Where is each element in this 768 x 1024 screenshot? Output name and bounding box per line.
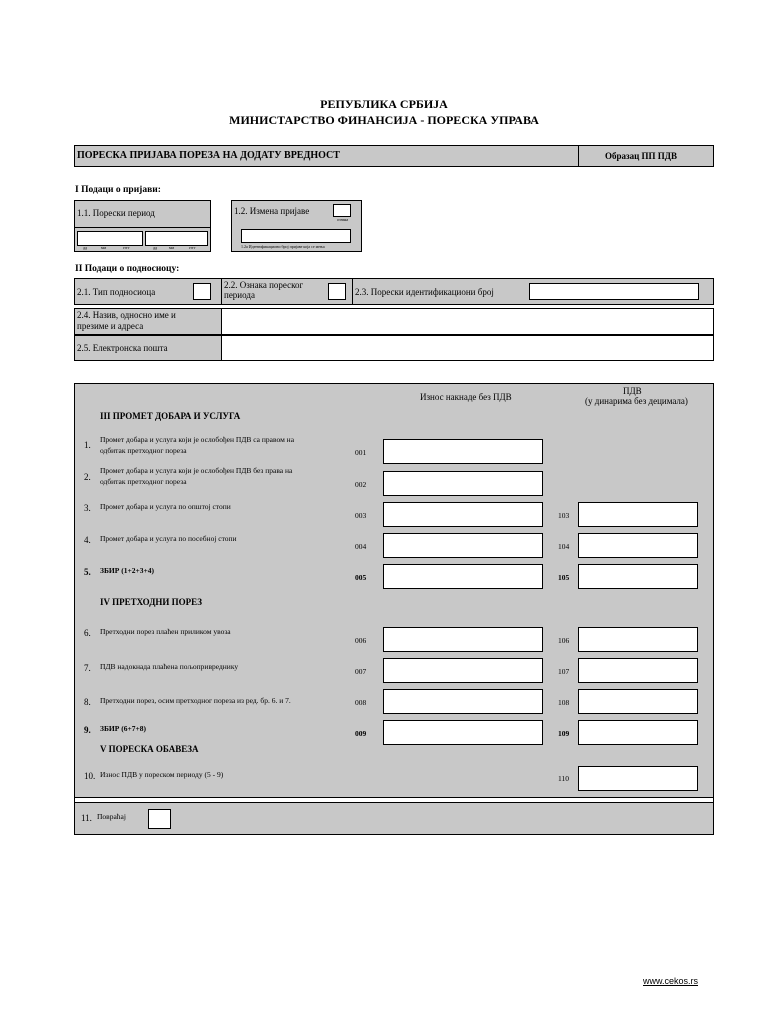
input-110[interactable] (578, 766, 698, 791)
input-007[interactable] (383, 658, 543, 683)
email-input[interactable] (221, 336, 713, 360)
amendment-label: 1.2. Измена пријаве (234, 206, 310, 216)
input-106[interactable] (578, 627, 698, 652)
input-006[interactable] (383, 627, 543, 652)
pib-label: 2.3. Порески идентификациони број (355, 287, 494, 297)
code-008: 008 (355, 698, 367, 707)
row3-text: Промет добара и услуга по општој стопи (100, 502, 231, 511)
code-109: 109 (558, 729, 570, 738)
code-105: 105 (558, 573, 570, 582)
name-address-row (74, 308, 714, 335)
code-001: 001 (355, 448, 367, 457)
table-divider (75, 797, 713, 803)
section1-heading: I Подаци о пријави: (75, 185, 161, 195)
code-009: 009 (355, 729, 367, 738)
input-001[interactable] (383, 439, 543, 464)
input-003[interactable] (383, 502, 543, 527)
row9-text: ЗБИР (6+7+8) (100, 724, 146, 733)
code-106: 106 (558, 636, 570, 645)
vat-table: Износ накнаде без ПДВ ПДВ (у динарима без децимала) III ПРОМЕТ ДОБАРА И УСЛУГА 1. Промет добара и услуга који је ослобођен ПДВ са правом на одбитак претходног пореза 001 2. Промет добара и услуга који је ослобођен ПДВ без права на одбитак претходног пореза 002 3. Промет добара и услуга по општој стопи 003 103 4. Промет добара и услуга по посебној стопи 004 104 5. ЗБИР (1+2+3+4) 005 105 IV ПРЕТХОДНИ ПОРЕЗ 6. Претходни порез плаћен приликом увоза 006 106 7. ПДВ надокнада плаћена пољопривреднику 007 107 8. Претходни порез, осим претходног пореза из ред. бр. 6. и 7. 008 108 9. ЗБИР (6+7+8) 009 109 V ПОРЕСКА ОБАВЕЗА 10. Износ ПДВ у пореском периоду (5 - 9) 110 11. Повраћај (74, 383, 714, 835)
col-amount-header: Износ накнаде без ПДВ (420, 392, 512, 402)
input-005[interactable] (383, 564, 543, 589)
code-103: 103 (558, 511, 570, 520)
input-107[interactable] (578, 658, 698, 683)
section5-heading: V ПОРЕСКА ОБАВЕЗА (100, 744, 199, 754)
section3-heading: III ПРОМЕТ ДОБАРА И УСЛУГА (100, 411, 241, 421)
tax-period-box: 1.1. Порески период дд мм гггг дд мм гггг (74, 200, 211, 252)
input-009[interactable] (383, 720, 543, 745)
input-105[interactable] (578, 564, 698, 589)
row2-text: Промет добара и услуга који је ослобођен ПДВ без права на (100, 466, 293, 475)
filer-type-label: 2.1. Тип подносиоца (77, 287, 156, 297)
name-address-label: 2.4. Назив, односно име и презиме и адреса (77, 310, 176, 331)
amendment-box: 1.2. Измена пријаве ознака 1.2а Идентификациони број пријаве која се мења (231, 200, 362, 252)
code-107: 107 (558, 667, 570, 676)
period-from-input[interactable] (77, 231, 143, 246)
row7-text: ПДВ надокнада плаћена пољопривреднику (100, 662, 239, 671)
row8-text: Претходни порез, осим претходног пореза из ред. бр. 6. и 7. (100, 696, 291, 705)
row6-text: Претходни порез плаћен приликом увоза (100, 627, 231, 636)
row4-text: Промет добара и услуга по посебној стопи (100, 534, 237, 543)
pib-input[interactable] (529, 283, 699, 300)
period-mark-label: 2.2. Ознака пореског периода (224, 280, 304, 300)
input-008[interactable] (383, 689, 543, 714)
email-row (74, 335, 714, 361)
footer-site-link[interactable]: www.cekos.rs (643, 976, 699, 986)
code-110: 110 (558, 774, 569, 783)
form-title: ПОРЕСКА ПРИЈАВА ПОРЕЗА НА ДОДАТУ ВРЕДНОСТ (77, 150, 340, 161)
code-007: 007 (355, 667, 367, 676)
refund-label: Повраћај (97, 812, 126, 821)
input-004[interactable] (383, 533, 543, 558)
input-104[interactable] (578, 533, 698, 558)
row10-text: Износ ПДВ у пореском периоду (5 - 9) (100, 770, 224, 779)
row5-text: ЗБИР (1+2+3+4) (100, 566, 155, 575)
form-title-bar (74, 145, 714, 167)
col-vat-subheader: (у динарима без децимала) (585, 396, 688, 406)
code-006: 006 (355, 636, 367, 645)
code-108: 108 (558, 698, 570, 707)
header-line1: РЕПУБЛИКА СРБИЈА (320, 97, 448, 111)
tax-period-label: 1.1. Порески период (77, 208, 155, 218)
filer-type-input[interactable] (193, 283, 211, 300)
col-vat-header: ПДВ (623, 386, 642, 396)
row1-text: Промет добара и услуга који је ослобођен ПДВ са правом на (100, 435, 295, 444)
section2-heading: II Подаци о подносиоцу: (75, 264, 180, 274)
code-004: 004 (355, 542, 367, 551)
input-103[interactable] (578, 502, 698, 527)
input-002[interactable] (383, 471, 543, 496)
amendment-mark-input[interactable] (333, 204, 351, 217)
name-address-input[interactable] (221, 309, 713, 334)
code-005: 005 (355, 573, 367, 582)
email-label: 2.5. Електронска пошта (77, 343, 168, 353)
code-003: 003 (355, 511, 367, 520)
amendment-id-input[interactable] (241, 229, 351, 243)
code-104: 104 (558, 542, 570, 551)
section4-heading: IV ПРЕТХОДНИ ПОРЕЗ (100, 597, 202, 607)
period-to-input[interactable] (145, 231, 208, 246)
input-108[interactable] (578, 689, 698, 714)
form-code: Образац ПП ПДВ (605, 151, 678, 161)
period-mark-input[interactable] (328, 283, 346, 300)
filer-row (74, 278, 714, 305)
header-line2: МИНИСТАРСТВО ФИНАНСИЈА - ПОРЕСКА УПРАВА (229, 113, 539, 127)
refund-checkbox[interactable] (148, 809, 171, 829)
amendment-note: 1.2а Идентификациони број пријаве која се мења (241, 244, 325, 249)
input-109[interactable] (578, 720, 698, 745)
code-002: 002 (355, 480, 367, 489)
